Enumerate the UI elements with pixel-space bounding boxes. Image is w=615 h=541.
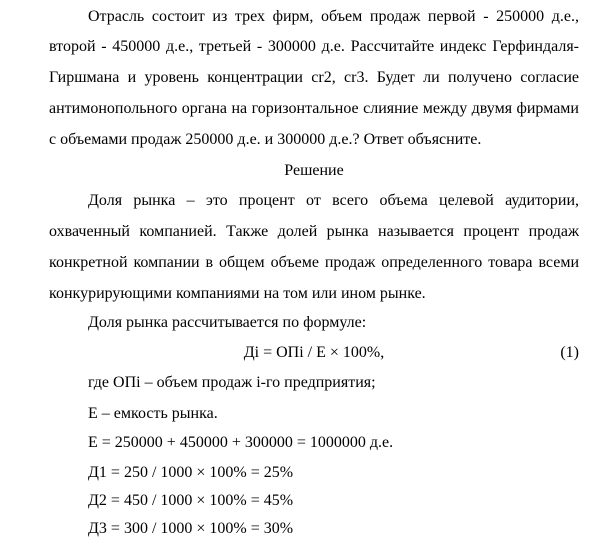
problem-line-3: Гиршмана и уровень концентрации cr2, cr3. Будет ли получено согласие: [49, 69, 579, 87]
calculation-line-1: Е = 250000 + 450000 + 300000 = 1000000 д.е.: [88, 434, 394, 452]
calculation-line-4: Д3 = 300 / 1000 × 100% = 30%: [88, 520, 294, 537]
calculation-line-3: Д2 = 450 / 1000 × 100% = 45%: [88, 492, 294, 510]
calculation-line-2: Д1 = 250 / 1000 × 100% = 25%: [88, 464, 294, 482]
solution-heading: Решение: [284, 161, 344, 179]
problem-line-1: Отрасль состоит из трех фирм, объем продаж первой - 250000 д.е.,: [88, 7, 579, 25]
formula-intro: Доля рынка рассчитывается по формуле:: [88, 314, 367, 332]
definition-line-2: охваченный компанией. Также долей рынка называется процент продаж: [49, 223, 579, 241]
definition-line-4: конкурирующими компаниями на том или ином рынке.: [49, 284, 426, 302]
formula-row: [49, 343, 579, 363]
definition-line-3: конкретной компании в общем объеме продаж определенного товара всеми: [49, 253, 579, 271]
definition-line-1: Доля рынка – это процент от всего объема целевой аудитории,: [88, 192, 579, 210]
problem-line-4: антимонопольного органа на горизонтальное слияние между двумя фирмами: [49, 99, 579, 117]
where-line-1: где ОПi – объем продаж i-го предприятия;: [88, 373, 376, 391]
problem-line-2: второй - 450000 д.е., третьей - 300000 д.е. Рассчитайте индекс Герфиндаля-: [49, 38, 579, 56]
problem-line-5: с объемами продаж 250000 д.е. и 300000 д.е.? Ответ объясните.: [49, 130, 482, 148]
formula-number: (1): [560, 344, 579, 362]
where-line-2: Е – емкость рынка.: [88, 404, 218, 422]
formula-expression: Дi = ОПi / Е × 100%,: [243, 344, 385, 362]
